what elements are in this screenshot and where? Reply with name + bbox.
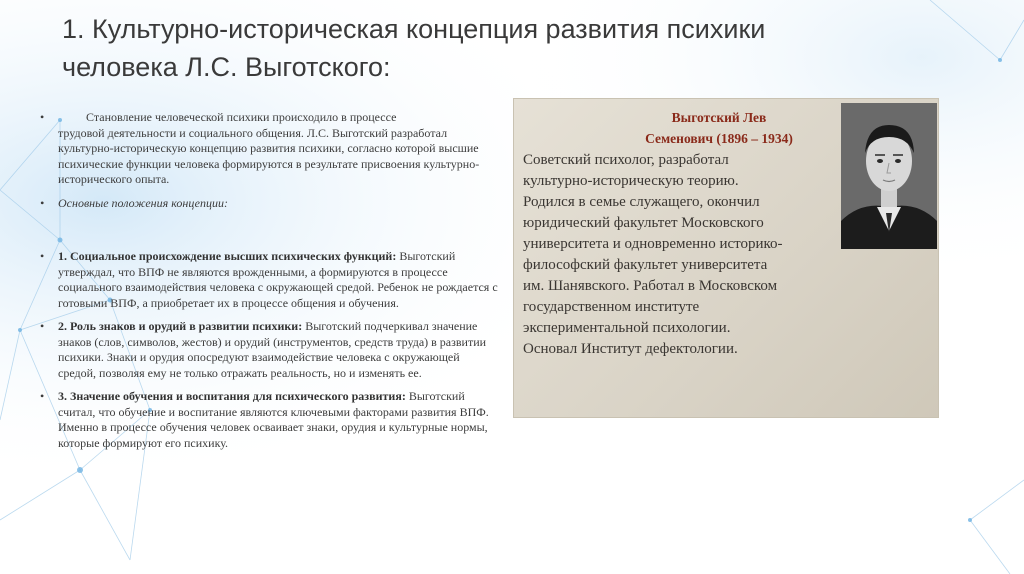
card-line: культурно-историческую теорию. [523,173,739,189]
concepts-heading: Основные положения концепции: [58,195,228,210]
bullet-marker: • [40,195,45,210]
card-line: им. Шанявского. Работал в Московском [523,278,778,294]
point-title: 1. Социальное происхождение высших психических функций: [58,249,397,263]
point-title: 2. Роль знаков и орудий в развитии психики: [58,319,303,333]
point-text: Выготский подчеркивал значение знаков (слов, символов, жестов) и орудий (инструментов, средств труда) в развитии психики. Знаки и орудия опосредуют взаимодействие человека с окружающей средой, позволяя ему не только отражать реальность, но и изменять ее. [58,319,487,380]
point-bullet [40,319,500,381]
card-line: Советский психолог, разработал [523,152,729,168]
card-line: государственном институте [523,299,700,315]
title-line-1: 1. Культурно-историческая концепция развития психики [62,14,766,44]
card-line: экспериментальной психологии. [523,320,731,336]
card-line: Основал Институт дефектологии. [523,341,738,357]
intro-bullet [40,110,500,188]
intro-text-rest: трудовой деятельности и социального общения. Л.С. Выготский разработал культурно-историческую концепцию развития психики, согласно которой высшие психические функции человека формируются в результате присвоения культурно-исторического опыта. [58,125,480,186]
card-line: философский факультет университета [523,257,768,273]
title-line-2: человека Л.С. Выготского: [62,52,391,82]
card-line: юридический факультет Московского [523,215,764,231]
point-title: 3. Значение обучения и воспитания для психического развития: [58,389,406,403]
card-name-line1: Выготский Лев [671,110,767,125]
slide-text-content [40,110,500,459]
portrait-photo [841,103,937,249]
point-text: Выготский утверждал, что ВПФ не являются врожденными, а формируются в процессе социального взаимодействия человека с окружающей средой. Ребенок не рождается с готовыми ВПФ, а приобретает их в процессе общения и обучения. [58,249,498,310]
card-line: Родился в семье служащего, окончил [523,194,760,210]
point-bullet [40,249,500,311]
bullet-marker: • [40,249,45,263]
concepts-heading-bullet [40,196,500,212]
point-text: Выготский считал, что обучение и воспитание являются ключевыми факторами развития ВПФ. Именно в процессе обучения человек осваивает знаки, орудия и культурные нормы, которые формируют его психику. [58,389,489,450]
point-bullet [40,389,500,451]
biography-card-image [513,98,939,418]
card-biography-text [523,150,853,360]
card-line: университета и одновременно историко- [523,236,783,252]
bullet-marker: • [40,319,45,333]
card-heading [609,107,829,149]
slide-title [62,10,962,86]
bullet-marker: • [40,389,45,403]
card-name-line2: Семенович (1896 – 1934) [645,131,793,146]
bullet-marker: • [40,110,45,124]
intro-text-line1: Становление человеческой психики происходило в процессе [86,110,397,124]
